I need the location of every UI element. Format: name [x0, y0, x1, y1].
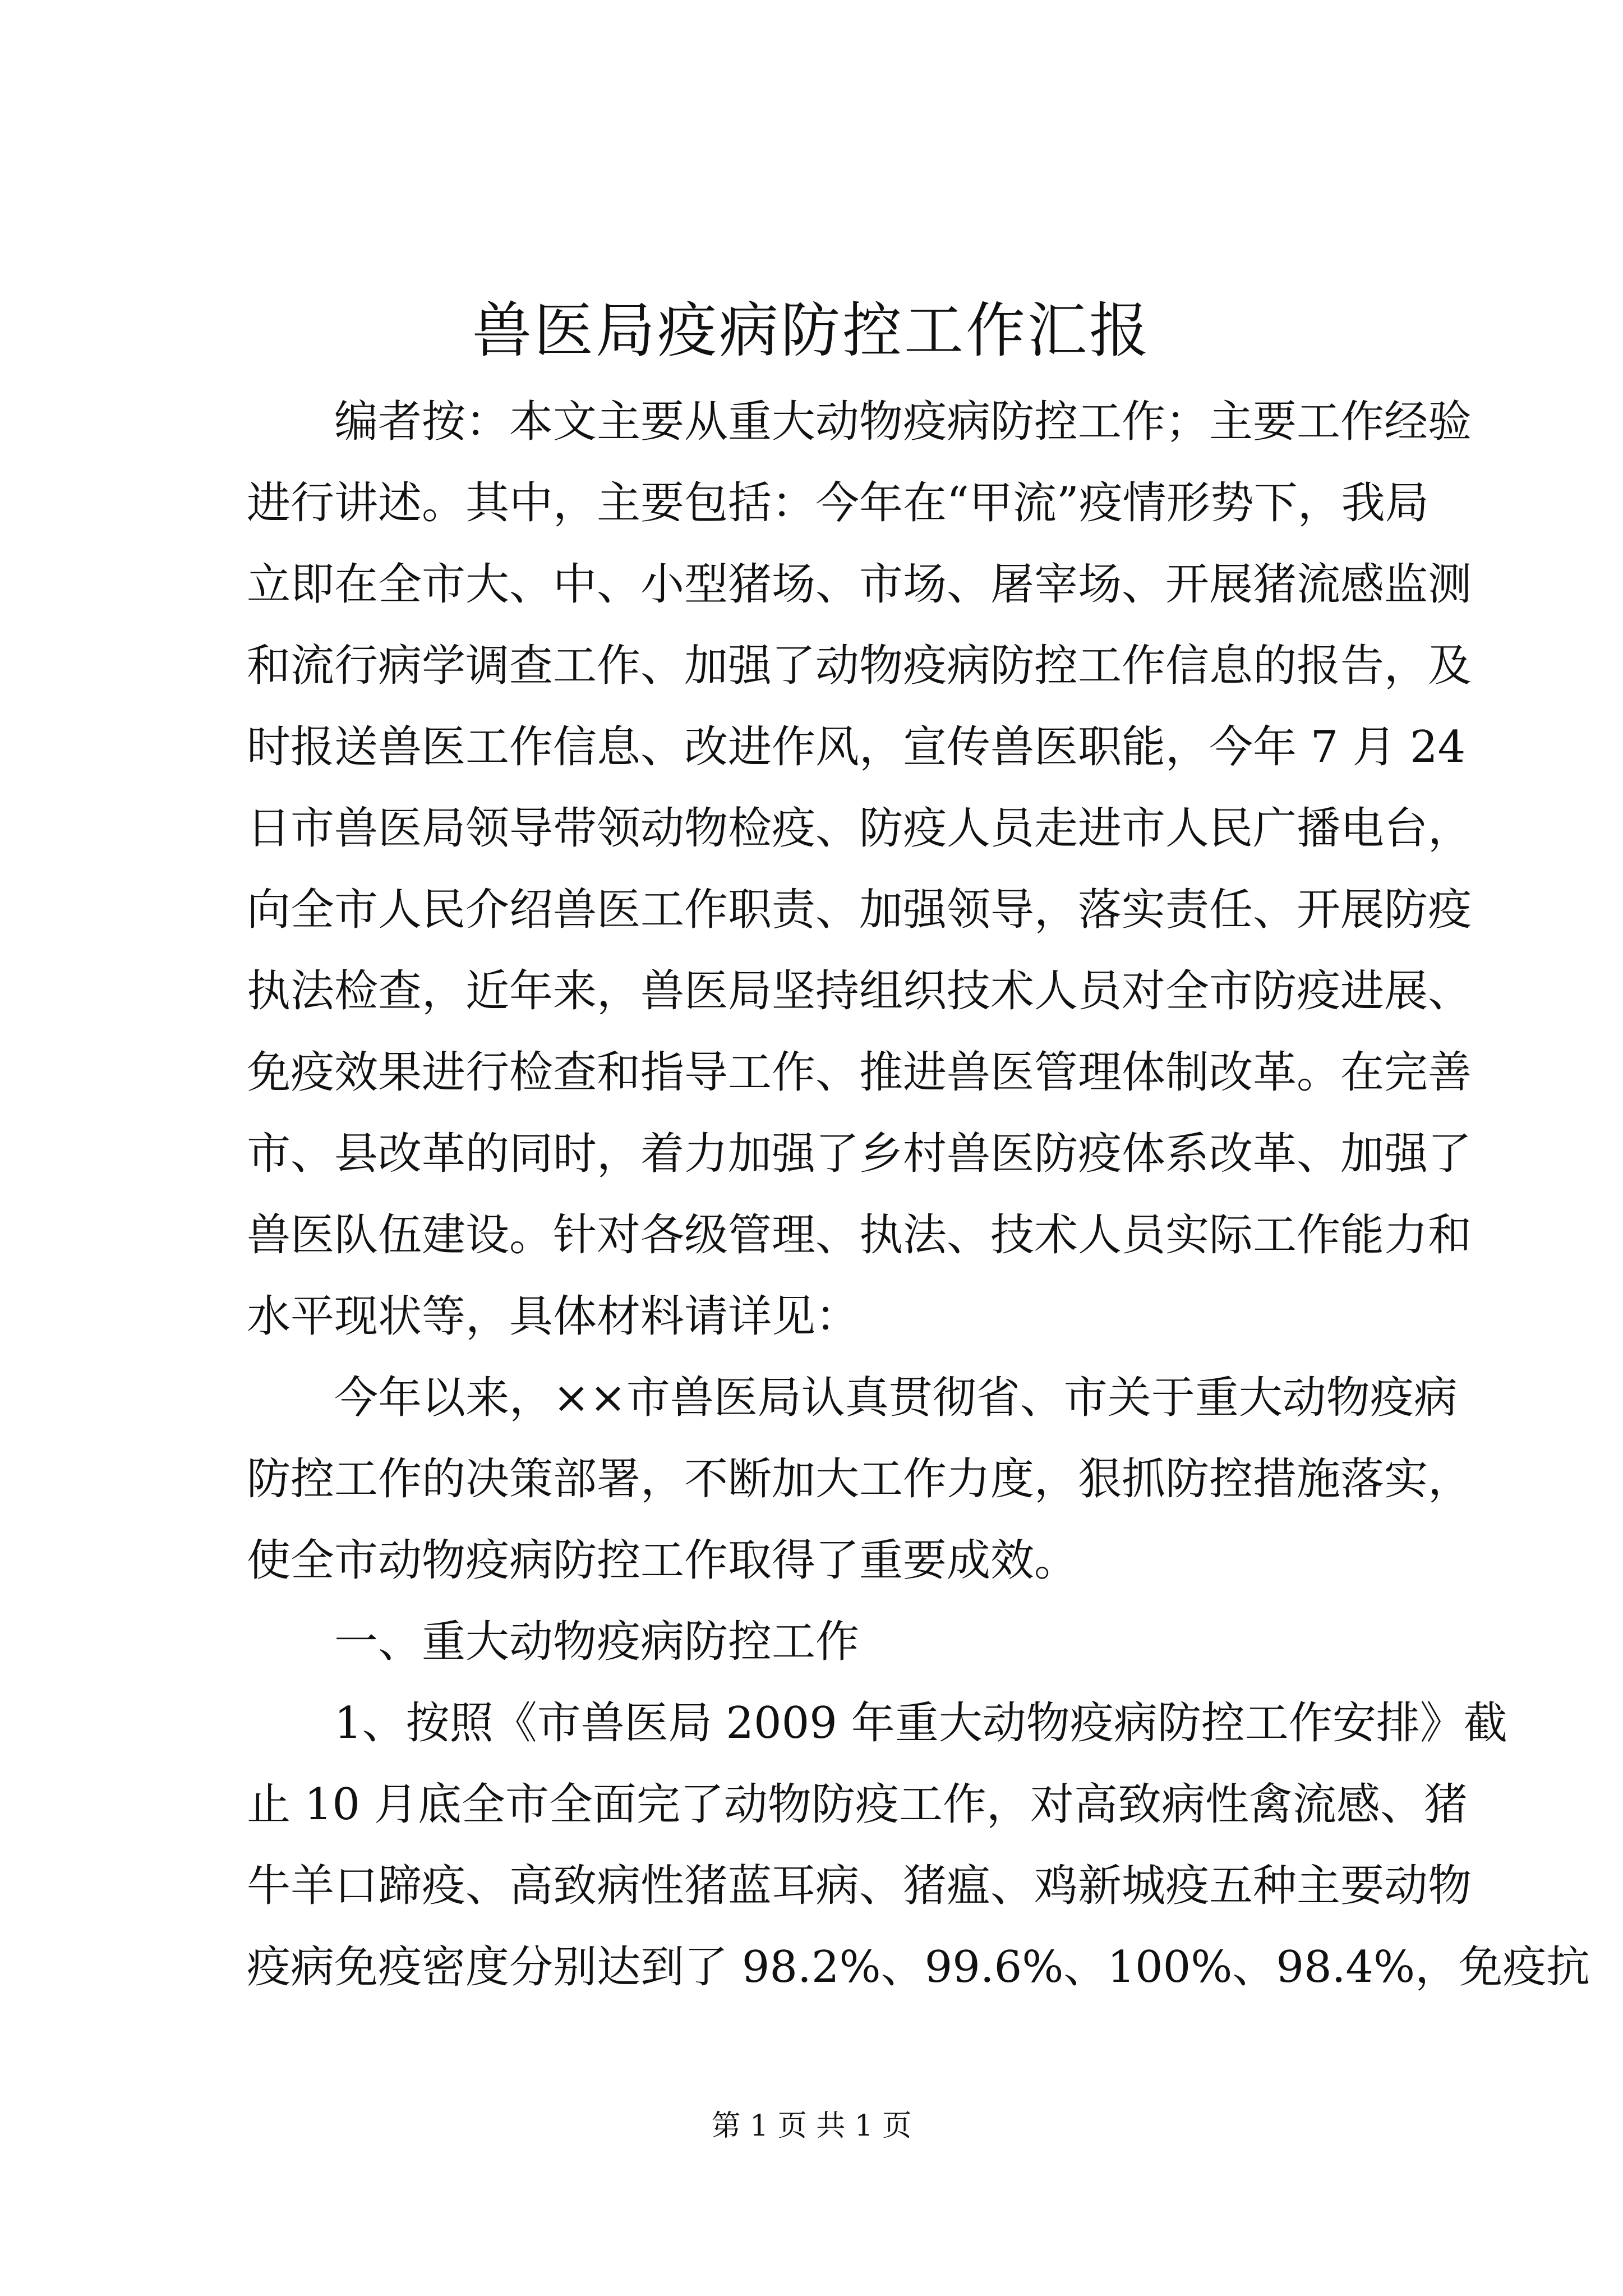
- text-line: 编者按：本文主要从重大动物疫病防控工作；主要工作经验: [334, 397, 1472, 447]
- text-line: 日市兽医局领导带领动物检疫、防疫人员走进市人民广播电台，: [247, 803, 1472, 854]
- text-line: 兽医队伍建设。针对各级管理、执法、技术人员实际工作能力和: [247, 1210, 1472, 1260]
- text-line: 进行讲述。其中，主要包括：今年在“甲流”疫情形势下，我局: [247, 478, 1429, 528]
- text-line: 市、县改革的同时，着力加强了乡村兽医防疫体系改革、加强了: [247, 1129, 1472, 1179]
- text-line: 向全市人民介绍兽医工作职责、加强领导，落实责任、开展防疫: [247, 885, 1472, 935]
- text-line: 疫病免疫密度分别达到了 98.2%、99.6%、100%、98.4%，免疫抗: [247, 1942, 1590, 1993]
- text-line: 防控工作的决策部署，不断加大工作力度，狠抓防控措施落实，: [247, 1454, 1472, 1504]
- text-line: 水平现状等，具体材料请详见：: [247, 1291, 860, 1342]
- text-line: 1、按照《市兽医局 2009 年重大动物疫病防控工作安排》截: [334, 1698, 1507, 1749]
- text-line: 止 10 月底全市全面完了动物防疫工作，对高致病性禽流感、猪: [247, 1779, 1468, 1830]
- text-line: 一、重大动物疫病防控工作: [334, 1617, 860, 1667]
- text-line: 牛羊口蹄疫、高致病性猪蓝耳病、猪瘟、鸡新城疫五种主要动物: [247, 1861, 1472, 1911]
- text-line: 时报送兽医工作信息、改进作风，宣传兽医职能，今年 7 月 24: [247, 722, 1466, 772]
- text-line: 立即在全市大、中、小型猪场、市场、屠宰场、开展猪流感监测: [247, 559, 1472, 610]
- text-line: 今年以来，××市兽医局认真贯彻省、市关于重大动物疫病: [334, 1373, 1458, 1423]
- text-line: 使全市动物疫病防控工作取得了重要成效。: [247, 1535, 1078, 1586]
- document-body: [247, 381, 1590, 2008]
- text-line: 免疫效果进行检查和指导工作、推进兽医管理体制改革。在完善: [247, 1047, 1472, 1098]
- document-title: 兽医局疫病防控工作汇报: [472, 296, 1151, 365]
- text-line: 执法检查，近年来，兽医局坚持组织技术人员对全市防疫进展、: [247, 966, 1472, 1016]
- page-footer: 第 1 页 共 1 页: [711, 2109, 912, 2143]
- text-line: 和流行病学调查工作、加强了动物疫病防控工作信息的报告，及: [247, 641, 1472, 691]
